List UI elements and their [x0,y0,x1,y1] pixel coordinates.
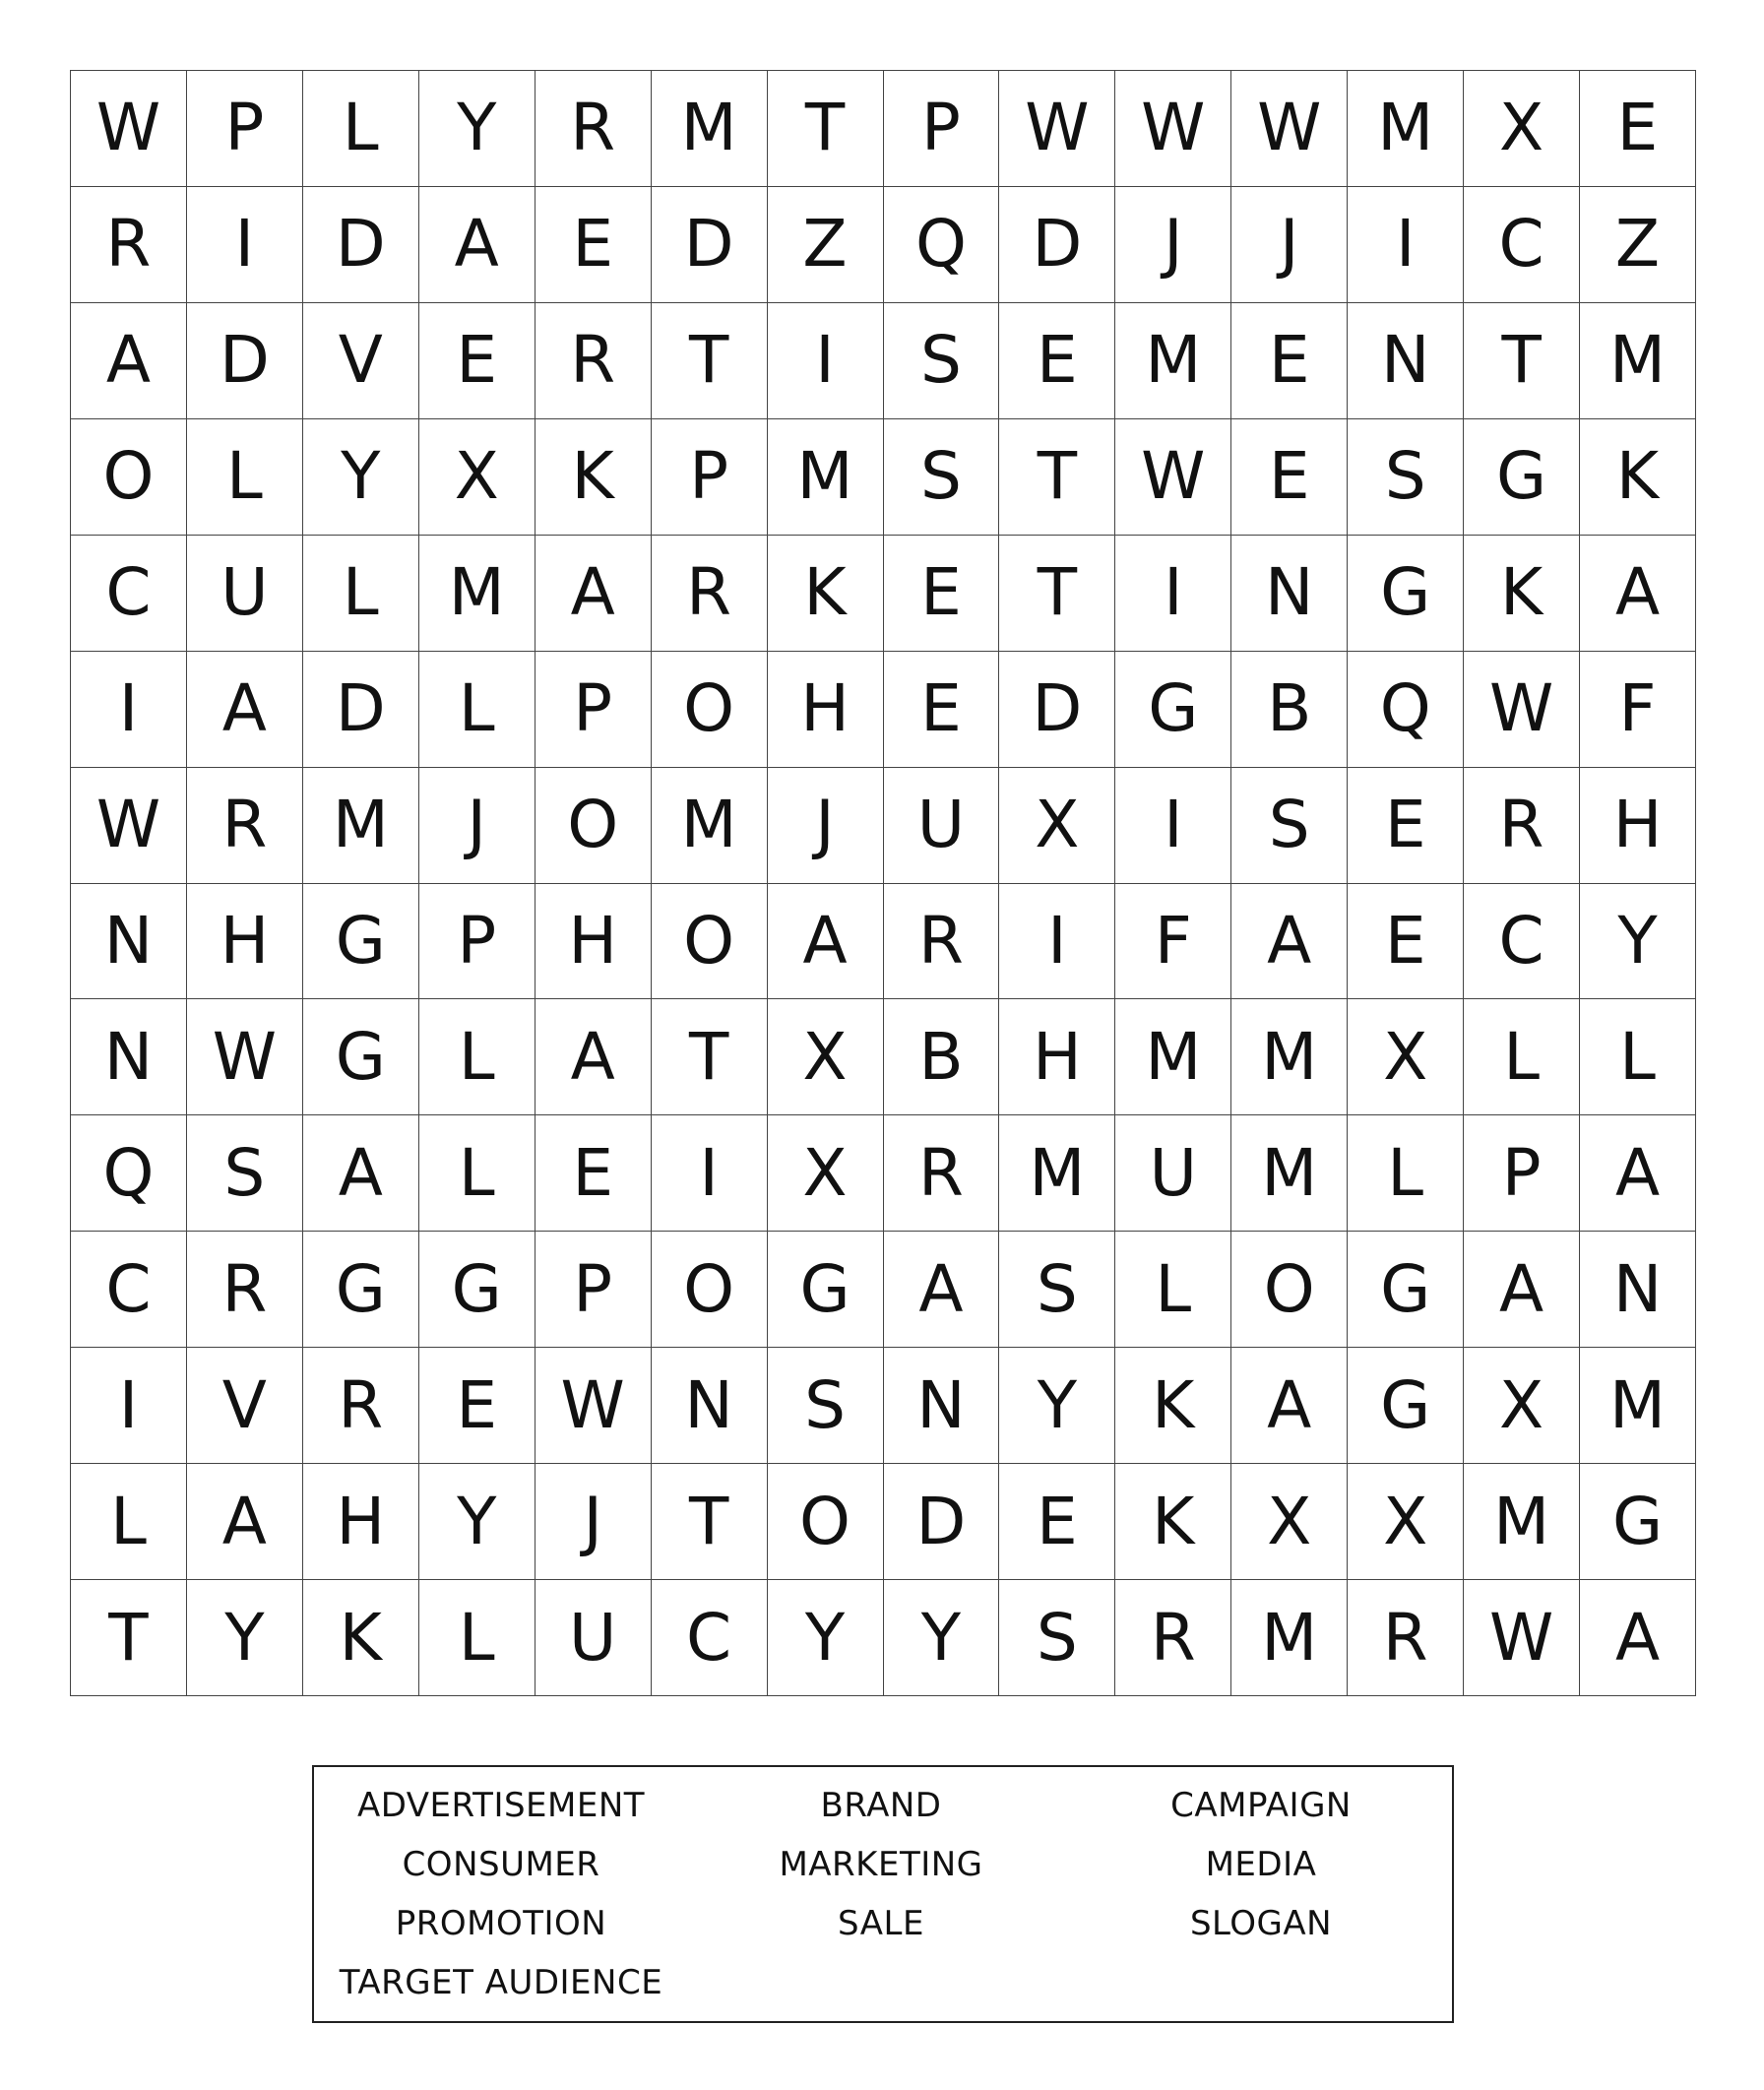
grid-cell[interactable]: T [1464,303,1580,419]
grid-cell[interactable]: W [999,71,1115,187]
grid-cell[interactable]: T [652,1464,768,1580]
word-list-item: ADVERTISEMENT [356,1786,646,1825]
grid-cell[interactable]: Y [419,1464,536,1580]
grid-cell[interactable]: L [419,999,536,1115]
grid-cell[interactable]: E [419,1348,536,1464]
grid-cell[interactable]: W [1115,419,1231,536]
grid-cell[interactable]: N [1231,536,1348,652]
grid-cell[interactable]: L [1348,1115,1464,1232]
grid-cell[interactable]: A [536,999,652,1115]
grid-cell[interactable]: O [71,419,187,536]
grid-cell[interactable]: I [187,187,303,303]
grid-cell[interactable]: X [1231,1464,1348,1580]
grid-cell[interactable]: M [1231,1115,1348,1232]
grid-cell[interactable]: X [1348,999,1464,1115]
grid-cell[interactable]: G [1348,1232,1464,1348]
grid-cell[interactable]: R [1115,1580,1231,1696]
grid-cell[interactable]: G [768,1232,884,1348]
grid-cell[interactable]: Y [884,1580,1000,1696]
grid-cell[interactable]: E [999,1464,1115,1580]
grid-cell[interactable]: M [1348,71,1464,187]
grid-cell[interactable]: E [1231,303,1348,419]
grid-cell[interactable]: L [419,1580,536,1696]
word-list-item: MARKETING [779,1845,983,1884]
grid-cell[interactable]: A [419,187,536,303]
grid-cell[interactable]: X [419,419,536,536]
word-list-item: CONSUMER [402,1845,600,1884]
grid-cell[interactable]: T [652,999,768,1115]
grid-cell[interactable]: A [768,884,884,1000]
grid-cell[interactable]: V [187,1348,303,1464]
grid-cell[interactable]: Z [1580,187,1696,303]
grid-cell[interactable]: P [536,652,652,768]
grid-cell[interactable]: G [1348,536,1464,652]
word-list-item: SLOGAN [1189,1904,1333,1943]
grid-cell[interactable]: E [1580,71,1696,187]
grid-cell[interactable]: A [1464,1232,1580,1348]
word-list-box [312,1765,1454,2023]
grid-cell[interactable]: U [884,768,1000,884]
grid-cell[interactable]: E [536,1115,652,1232]
grid-cell[interactable]: S [884,419,1000,536]
grid-cell[interactable]: R [187,1232,303,1348]
grid-cell[interactable]: H [768,652,884,768]
grid-cell[interactable]: A [536,536,652,652]
grid-cell[interactable]: G [303,884,419,1000]
grid-cell[interactable]: P [536,1232,652,1348]
grid-cell[interactable]: A [303,1115,419,1232]
grid-cell[interactable]: H [1580,768,1696,884]
grid-cell[interactable]: R [536,71,652,187]
grid-cell[interactable]: Z [768,187,884,303]
grid-cell[interactable]: K [1115,1464,1231,1580]
word-list-item: PROMOTION [395,1904,607,1943]
grid-cell[interactable]: E [1348,884,1464,1000]
grid-cell[interactable]: Q [71,1115,187,1232]
grid-cell[interactable]: M [1580,303,1696,419]
grid-cell[interactable]: K [1580,419,1696,536]
grid-cell[interactable]: I [71,652,187,768]
grid-cell[interactable]: E [884,536,1000,652]
grid-cell[interactable]: T [999,536,1115,652]
grid-cell[interactable]: X [1348,1464,1464,1580]
grid-cell[interactable]: I [999,884,1115,1000]
grid-cell[interactable]: O [1231,1232,1348,1348]
grid-cell[interactable]: P [187,71,303,187]
grid-cell[interactable]: O [768,1464,884,1580]
grid-cell[interactable]: F [1115,884,1231,1000]
grid-cell[interactable]: N [1580,1232,1696,1348]
grid-cell[interactable]: M [303,768,419,884]
grid-cell[interactable]: J [419,768,536,884]
grid-cell[interactable]: T [652,303,768,419]
grid-cell[interactable]: D [652,187,768,303]
word-search-grid [70,70,1696,1696]
grid-cell[interactable]: P [1464,1115,1580,1232]
grid-cell[interactable]: R [536,303,652,419]
grid-cell[interactable]: E [1231,419,1348,536]
grid-cell[interactable]: U [1115,1115,1231,1232]
grid-cell[interactable]: C [1464,884,1580,1000]
grid-cell[interactable]: R [652,536,768,652]
grid-cell[interactable]: T [71,1580,187,1696]
grid-cell[interactable]: G [1115,652,1231,768]
grid-cell[interactable]: G [1348,1348,1464,1464]
grid-cell[interactable]: H [187,884,303,1000]
grid-cell[interactable]: I [768,303,884,419]
grid-cell[interactable]: Y [1580,884,1696,1000]
grid-cell[interactable]: A [71,303,187,419]
grid-cell[interactable]: O [652,884,768,1000]
grid-cell[interactable]: L [187,419,303,536]
grid-cell[interactable]: D [187,303,303,419]
grid-cell[interactable]: G [419,1232,536,1348]
grid-cell[interactable]: W [1231,71,1348,187]
grid-cell[interactable]: J [768,768,884,884]
grid-cell[interactable]: I [71,1348,187,1464]
grid-cell[interactable]: Y [303,419,419,536]
grid-cell[interactable]: I [652,1115,768,1232]
grid-cell[interactable]: Y [768,1580,884,1696]
grid-cell[interactable]: E [536,187,652,303]
grid-cell[interactable]: A [1231,1348,1348,1464]
grid-cell[interactable]: L [71,1464,187,1580]
word-list-item: BRAND [820,1786,942,1825]
grid-cell[interactable]: U [536,1580,652,1696]
grid-cell[interactable]: R [884,884,1000,1000]
grid-cell[interactable]: G [303,1232,419,1348]
word-list-item: CAMPAIGN [1170,1786,1352,1825]
grid-cell[interactable]: I [1115,768,1231,884]
grid-cell[interactable]: B [1231,652,1348,768]
grid-cell[interactable]: R [1348,1580,1464,1696]
grid-cell[interactable]: G [1580,1464,1696,1580]
grid-cell[interactable]: M [999,1115,1115,1232]
grid-cell[interactable]: A [1580,1115,1696,1232]
grid-cell[interactable]: E [884,652,1000,768]
grid-cell[interactable]: W [187,999,303,1115]
grid-cell[interactable]: I [1115,536,1231,652]
grid-cell[interactable]: S [768,1348,884,1464]
grid-cell[interactable]: C [71,536,187,652]
grid-cell[interactable]: H [303,1464,419,1580]
grid-cell[interactable]: Y [187,1580,303,1696]
grid-cell[interactable]: X [1464,1348,1580,1464]
grid-cell[interactable]: N [652,1348,768,1464]
grid-cell[interactable]: X [768,1115,884,1232]
grid-cell[interactable]: L [1115,1232,1231,1348]
grid-cell[interactable]: L [303,71,419,187]
grid-cell[interactable]: X [999,768,1115,884]
grid-cell[interactable]: M [1231,1580,1348,1696]
grid-cell[interactable]: E [1348,768,1464,884]
grid-cell[interactable]: R [884,1115,1000,1232]
grid-cell[interactable]: W [1464,652,1580,768]
grid-cell[interactable]: D [303,187,419,303]
grid-cell[interactable]: K [303,1580,419,1696]
grid-cell[interactable]: R [187,768,303,884]
grid-cell[interactable]: O [652,652,768,768]
grid-cell[interactable]: H [536,884,652,1000]
grid-cell[interactable]: H [999,999,1115,1115]
grid-cell[interactable]: W [1464,1580,1580,1696]
grid-cell[interactable]: S [1231,768,1348,884]
grid-cell[interactable]: S [1348,419,1464,536]
grid-cell[interactable]: R [303,1348,419,1464]
grid-cell[interactable]: C [652,1580,768,1696]
grid-cell[interactable]: S [187,1115,303,1232]
grid-cell[interactable]: M [1464,1464,1580,1580]
grid-cell[interactable]: Q [1348,652,1464,768]
grid-cell[interactable]: K [536,419,652,536]
grid-cell[interactable]: K [1115,1348,1231,1464]
grid-cell[interactable]: T [768,71,884,187]
word-list-item: TARGET AUDIENCE [339,1963,663,2002]
grid-cell[interactable]: E [999,303,1115,419]
grid-cell[interactable]: N [884,1348,1000,1464]
grid-cell[interactable]: T [999,419,1115,536]
grid-cell[interactable]: J [1115,187,1231,303]
grid-cell[interactable]: L [419,1115,536,1232]
grid-cell[interactable]: S [999,1580,1115,1696]
grid-cell[interactable]: P [419,884,536,1000]
grid-cell[interactable]: M [652,768,768,884]
grid-cell[interactable]: M [1580,1348,1696,1464]
grid-cell[interactable]: A [884,1232,1000,1348]
grid-cell[interactable]: X [768,999,884,1115]
word-list-item: SALE [838,1904,924,1943]
grid-cell[interactable]: Y [419,71,536,187]
grid-cell[interactable]: D [999,652,1115,768]
grid-cell[interactable]: W [536,1348,652,1464]
grid-cell[interactable]: U [187,536,303,652]
grid-cell[interactable]: C [1464,187,1580,303]
grid-cell[interactable]: A [1231,884,1348,1000]
grid-cell[interactable]: N [1348,303,1464,419]
grid-cell[interactable]: W [71,71,187,187]
word-list-item: MEDIA [1205,1845,1317,1884]
grid-cell[interactable]: A [187,652,303,768]
grid-cell[interactable]: K [1464,536,1580,652]
grid-cell[interactable]: D [303,652,419,768]
grid-cell[interactable]: Q [884,187,1000,303]
grid-cell[interactable]: X [1464,71,1580,187]
grid-cell[interactable]: C [71,1232,187,1348]
grid-cell[interactable]: A [187,1464,303,1580]
grid-cell[interactable]: N [71,884,187,1000]
grid-cell[interactable]: S [884,303,1000,419]
grid-cell[interactable]: L [1580,999,1696,1115]
grid-cell[interactable]: S [999,1232,1115,1348]
grid-cell[interactable]: D [884,1464,1000,1580]
grid-cell[interactable]: F [1580,652,1696,768]
grid-cell[interactable]: G [1464,419,1580,536]
grid-cell[interactable]: L [303,536,419,652]
grid-cell[interactable]: V [303,303,419,419]
grid-cell[interactable]: M [768,419,884,536]
grid-cell[interactable]: A [1580,536,1696,652]
grid-cell[interactable]: L [1464,999,1580,1115]
grid-cell[interactable]: M [1231,999,1348,1115]
grid-cell[interactable]: M [1115,303,1231,419]
grid-cell[interactable]: M [652,71,768,187]
grid-cell[interactable]: E [419,303,536,419]
grid-cell[interactable]: A [1580,1580,1696,1696]
grid-cell[interactable]: P [652,419,768,536]
grid-cell[interactable]: B [884,999,1000,1115]
grid-cell[interactable]: O [536,768,652,884]
grid-cell[interactable]: I [1348,187,1464,303]
grid-cell[interactable]: W [1115,71,1231,187]
grid-cell[interactable]: R [71,187,187,303]
grid-cell[interactable]: O [652,1232,768,1348]
grid-cell[interactable]: M [419,536,536,652]
grid-cell[interactable]: N [71,999,187,1115]
grid-cell[interactable]: Y [999,1348,1115,1464]
grid-cell[interactable]: W [71,768,187,884]
grid-cell[interactable]: P [884,71,1000,187]
grid-cell[interactable]: J [1231,187,1348,303]
grid-cell[interactable]: J [536,1464,652,1580]
grid-cell[interactable]: K [768,536,884,652]
grid-cell[interactable]: G [303,999,419,1115]
grid-cell[interactable]: D [999,187,1115,303]
grid-cell[interactable]: L [419,652,536,768]
grid-cell[interactable]: R [1464,768,1580,884]
grid-cell[interactable]: M [1115,999,1231,1115]
